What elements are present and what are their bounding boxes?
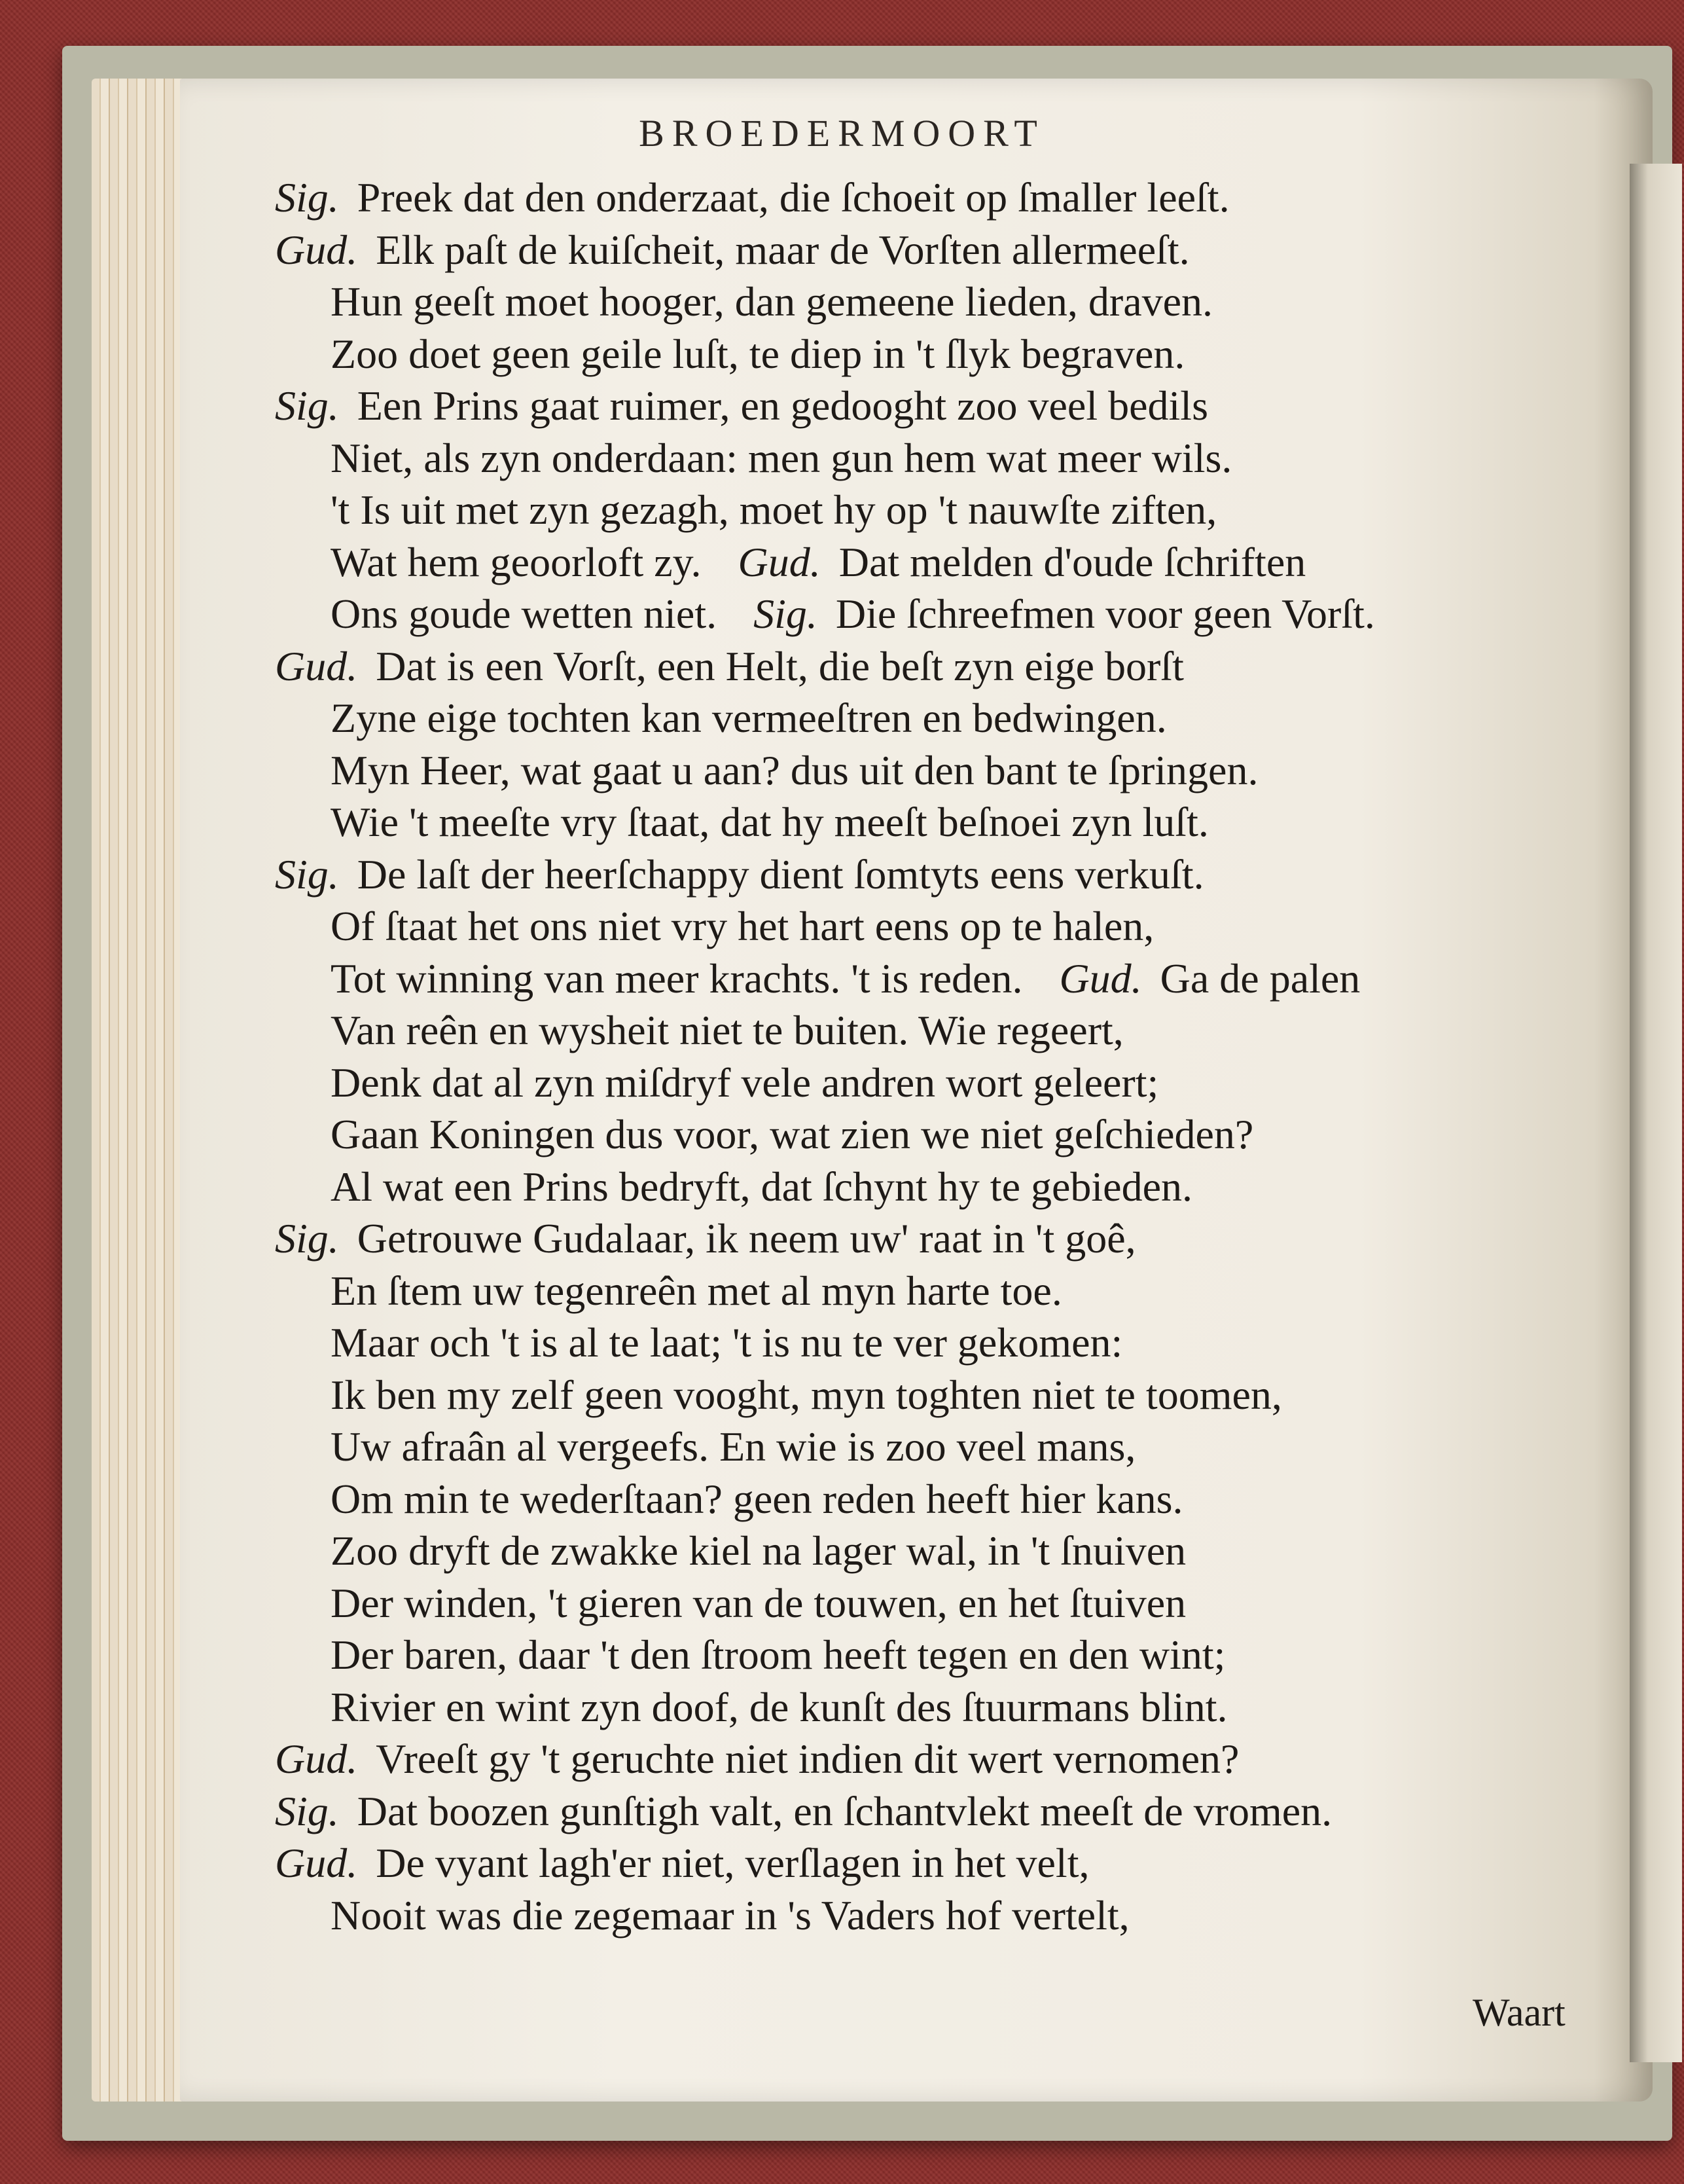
verse-line xyxy=(275,1738,1239,1780)
line-text: Denk dat al zyn miſdryf vele andren wort geleert; xyxy=(331,1059,1159,1106)
speaker-label: Gud. xyxy=(275,1736,358,1782)
line-text: Hun geeſt moet hooger, dan gemeene lieden, draven. xyxy=(331,278,1213,325)
verse-line xyxy=(331,1163,1192,1210)
line-text: 't Is uit met zyn gezagh, moet hy op 't nauwſte ziften, xyxy=(331,486,1217,533)
verse-line xyxy=(331,330,1185,377)
line-text: Gaan Koningen dus voor, wat zien we niet geſchieden? xyxy=(331,1111,1254,1157)
verse-line xyxy=(275,642,1184,689)
speaker-label: Sig. xyxy=(275,850,339,898)
verse-line xyxy=(275,1215,1136,1262)
verse-line xyxy=(331,1579,1187,1626)
speaker-label: Gud. xyxy=(275,642,358,689)
line-text: De vyant lagh'er niet, verſlagen in het velt, xyxy=(376,1840,1090,1886)
line-text: Der winden, 't gieren van de touwen, en het ſtuiven xyxy=(331,1579,1187,1626)
verse-line xyxy=(331,1423,1136,1470)
verse-line xyxy=(331,593,1375,635)
line-text: Dat boozen gunſtigh valt, en ſchantvlekt meeſt de vromen. xyxy=(357,1787,1333,1834)
line-text: Om min te wederſtaan? geen reden heeft hier kans. xyxy=(331,1475,1183,1522)
line-text: Dat is een Vorſt, een Helt, die beſt zyn eige borſt xyxy=(376,642,1184,689)
line-text: Wie 't meeſte vry ſtaat, dat hy meeſt beſnoei zyn luſt. xyxy=(331,799,1209,845)
verse-line xyxy=(331,697,1167,739)
speaker-label: Sig. xyxy=(275,1787,339,1834)
verse-line xyxy=(331,746,1259,793)
speaker-label: Sig. xyxy=(275,1215,339,1262)
speaker-label: Gud. xyxy=(275,1840,358,1886)
line-text: En ſtem uw tegenreên met al myn harte toe. xyxy=(331,1267,1062,1314)
line-text: Of ſtaat het ons niet vry het hart eens op te halen, xyxy=(331,903,1155,949)
verse-line xyxy=(331,1371,1282,1418)
line-text: Al wat een Prins bedryft, dat ſchynt hy te gebieden. xyxy=(331,1163,1192,1210)
verse-line xyxy=(331,1059,1159,1106)
verse-line xyxy=(275,1787,1333,1834)
verse-line xyxy=(331,538,1306,585)
line-text: Elk paſt de kuiſcheit, maar de Vorſten allermeeſt. xyxy=(376,226,1190,273)
verse-line xyxy=(331,1007,1124,1053)
verse-line xyxy=(275,382,1208,429)
line-text: Uw afraân al vergeefs. En wie is zoo veel mans, xyxy=(331,1423,1136,1470)
running-header: BROEDERMOORT xyxy=(639,112,1045,155)
line-text: Rivier en wint zyn doof, de kunſt des ſtuurmans blint. xyxy=(331,1683,1228,1730)
line-text: Preek dat den onderzaat, die ſchoeit op ſmaller leeſt. xyxy=(357,174,1230,221)
catchword: Waart xyxy=(1473,1991,1566,2034)
line-text: Vreeſt gy 't geruchte niet indien dit wert vernomen? xyxy=(376,1736,1240,1782)
verse-line xyxy=(331,1475,1183,1522)
verse-line xyxy=(331,1111,1254,1157)
verse-line xyxy=(275,1842,1089,1884)
verse-line xyxy=(331,1527,1187,1574)
speaker-label: Sig. xyxy=(275,382,339,429)
line-text: Ons goude wetten niet. xyxy=(331,591,717,637)
verse-line xyxy=(331,278,1213,325)
line-text: Dat melden d'oude ſchriften xyxy=(838,538,1306,585)
facing-page-edge xyxy=(1630,164,1682,2062)
verse-line xyxy=(331,434,1232,481)
line-text: Maar och 't is al te laat; 't is nu te ver gekomen: xyxy=(331,1319,1123,1366)
verse-line xyxy=(331,486,1217,533)
line-text: Der baren, daar 't den ſtroom heeft tegen en den wint; xyxy=(331,1631,1226,1678)
verse-line xyxy=(331,905,1154,947)
speaker-label: Gud. xyxy=(275,226,358,273)
line-text: Zoo dryft de zwakke kiel na lager wal, in 't ſnuiven xyxy=(331,1527,1187,1574)
speaker-label: Gud. xyxy=(738,538,821,585)
verse-line xyxy=(275,226,1190,273)
line-text: De laſt der heerſchappy dient ſomtyts eens verkuſt. xyxy=(357,850,1204,898)
speaker-label: Gud. xyxy=(1059,955,1142,1002)
line-text: Ik ben my zelf geen vooght, myn toghten niet te toomen, xyxy=(331,1371,1282,1418)
speaker-label: Sig. xyxy=(753,591,817,637)
verse-line xyxy=(275,850,1204,898)
line-text: Zoo doet geen geile luſt, te diep in 't ſlyk begraven. xyxy=(331,330,1185,377)
verse-line xyxy=(331,955,1361,1002)
line-text: Van reên en wysheit niet te buiten. Wie regeert, xyxy=(331,1007,1124,1053)
line-text: Ga de palen xyxy=(1160,955,1361,1002)
line-text: Wat hem geoorloft zy. xyxy=(331,538,702,585)
line-text: Myn Heer, wat gaat u aan? dus uit den bant te ſpringen. xyxy=(331,746,1259,793)
verse-line xyxy=(275,174,1230,221)
verse-line xyxy=(331,1631,1226,1678)
verse-line xyxy=(331,1683,1228,1730)
line-text: Nooit was die zegemaar in 's Vaders hof vertelt, xyxy=(331,1891,1130,1938)
speaker-label: Sig. xyxy=(275,174,339,221)
verse-line xyxy=(331,801,1209,843)
line-text: Niet, als zyn onderdaan: men gun hem wat meer wils. xyxy=(331,434,1232,481)
line-text: Zyne eige tochten kan vermeeſtren en bedwingen. xyxy=(331,695,1167,741)
line-text: Die ſchreefmen voor geen Vorſt. xyxy=(835,591,1375,637)
line-text: Getrouwe Gudalaar, ik neem uw' raat in 't goê, xyxy=(357,1215,1136,1262)
line-text: Een Prins gaat ruimer, en gedooght zoo veel bedils xyxy=(357,382,1208,429)
verse-line xyxy=(331,1319,1123,1366)
verse-line xyxy=(331,1267,1062,1314)
line-text: Tot winning van meer krachts. 't is reden. xyxy=(331,955,1023,1002)
verse-line xyxy=(331,1891,1130,1938)
